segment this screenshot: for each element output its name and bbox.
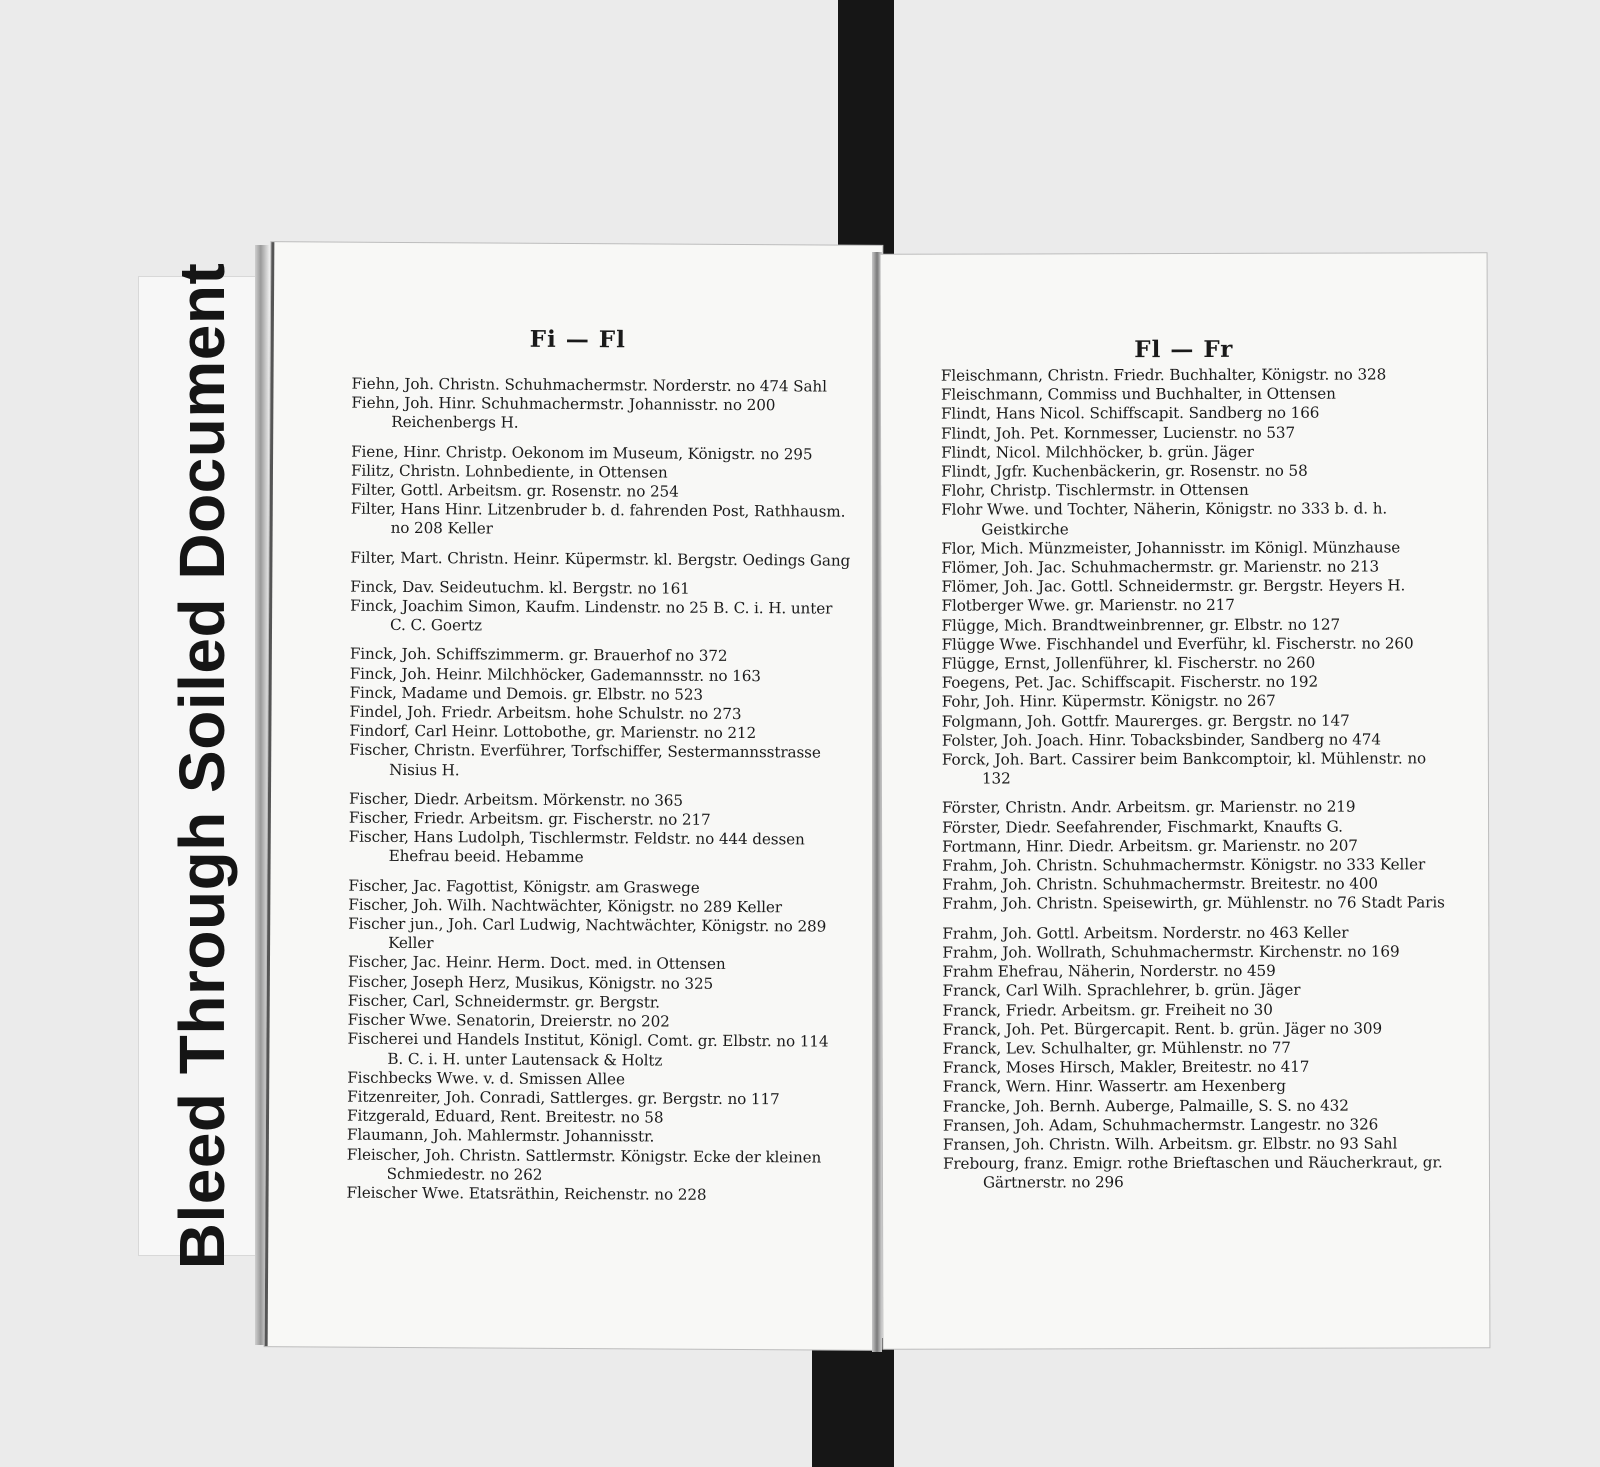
directory-entry: Folgmann, Joh. Gottfr. Maurerges. gr. Bergstr. no 147 [941, 711, 1350, 731]
directory-entry: Findorf, Carl Heinr. Lottobothe, gr. Marienstr. no 212 [349, 721, 757, 743]
directory-entry: Frahm Ehefrau, Näherin, Norderstr. no 459 [942, 961, 1276, 981]
directory-entry: Flügge, Mich. Brandtweinbrenner, gr. Elbstr. no 127 [941, 615, 1341, 635]
side-label [138, 262, 266, 1270]
directory-entry: Frahm, Joh. Christn. Speisewirth, gr. Mühlenstr. no 76 Stadt Paris [942, 893, 1445, 914]
directory-entry: Finck, Joh. Schiffszimmerm. gr. Brauerhof no 372 [349, 645, 728, 666]
directory-entry: Fiehn, Joh. Christn. Schuhmachermstr. Norderstr. no 474 Sahl [351, 374, 827, 396]
directory-entry: Fischerei und Handels Institut, Königl. Comt. gr. Elbstr. no 114 B. C. i. H. unter Lautensack & Holtz [347, 1029, 829, 1070]
directory-entry: Fleischer Wwe. Etatsräthin, Reichenstr. no 228 [346, 1183, 707, 1204]
directory-entry: Finck, Madame und Demois. gr. Elbstr. no 523 [349, 683, 704, 704]
directory-entry: Finck, Joachim Simon, Kaufm. Lindenstr. no 25 B. C. i. H. unter C. C. Goertz [350, 596, 833, 635]
directory-entry: Forck, Joh. Bart. Cassirer beim Bankcomptoir, kl. Mühlenstr. no 132 [941, 749, 1427, 788]
directory-entry: Frahm, Joh. Christn. Schuhmachermstr. Breitestr. no 400 [942, 874, 1378, 894]
directory-entry: Fortmann, Hinr. Diedr. Arbeitsm. gr. Marienstr. no 207 [942, 836, 1358, 856]
binding-strap-top [838, 0, 894, 262]
directory-entry: Flindt, Joh. Pet. Kornmesser, Lucienstr. no 537 [941, 423, 1296, 443]
right-page [881, 253, 1490, 1349]
directory-entry: Fitzenreiter, Joh. Conradi, Sattlerges. gr. Bergstr. no 117 [347, 1087, 780, 1109]
directory-entry: Fischer, Hans Ludolph, Tischlermstr. Feldstr. no 444 dessen Ehefrau beeid. Hebamme [348, 827, 805, 867]
right-page-header: Fl — Fr [1134, 335, 1234, 364]
directory-entry: Flindt, Nicol. Milchhöcker, b. grün. Jäger [941, 442, 1254, 462]
left-page-header: Fi — Fl [529, 325, 626, 354]
directory-entry: Fransen, Joh. Christn. Wilh. Arbeitsm. gr. Elbstr. no 93 Sahl [942, 1134, 1398, 1154]
directory-entry: Flaumann, Joh. Mahlermstr. Johannisstr. [346, 1125, 655, 1146]
directory-entry: Flotberger Wwe. gr. Marienstr. no 217 [941, 596, 1235, 616]
directory-entry: Frebourg, franz. Emigr. rothe Brieftaschen und Räucherkraut, gr. Gärtnerstr. no 296 [942, 1153, 1443, 1192]
directory-entry: Fleischmann, Commiss und Buchhalter, in Ottensen [940, 384, 1336, 404]
right-page-entries [941, 365, 1458, 1193]
directory-entry: Flindt, Jgfr. Kuchenbäckerin, gr. Rosenstr. no 58 [941, 461, 1308, 481]
directory-entry: Flohr, Christp. Tischlermstr. in Ottensen [941, 481, 1249, 500]
directory-entry: Flömer, Joh. Jac. Gottl. Schneidermstr. gr. Bergstr. Heyers H. [941, 576, 1406, 596]
directory-entry: Finck, Dav. Seideutuchm. kl. Bergstr. no 161 [350, 577, 690, 598]
left-page-entries [347, 375, 852, 1206]
directory-entry: Flindt, Hans Nicol. Schiffscapit. Sandberg no 166 [940, 404, 1320, 424]
directory-entry: Flügge Wwe. Fischhandel und Everführ, kl. Fischerstr. no 260 [941, 634, 1414, 654]
directory-entry: Franck, Moses Hirsch, Makler, Breitestr. no 417 [942, 1057, 1310, 1077]
directory-entry: Fitzgerald, Eduard, Rent. Breitestr. no 58 [346, 1106, 664, 1127]
directory-entry: Flügge, Ernst, Jollenführer, kl. Fischerstr. no 260 [941, 653, 1316, 673]
directory-entry: Findel, Joh. Friedr. Arbeitsm. hohe Schulstr. no 273 [349, 702, 742, 724]
directory-entry: Franck, Carl Wilh. Sprachlehrer, b. grün. Jäger [942, 980, 1301, 1000]
side-label-text: Bleed Through Soiled Document [166, 262, 238, 1270]
directory-entry: Fransen, Joh. Adam, Schuhmachermstr. Langestr. no 326 [942, 1115, 1379, 1135]
directory-entry: Frahm, Joh. Christn. Schuhmachermstr. Königstr. no 333 Keller [942, 855, 1426, 875]
directory-entry: Fiene, Hinr. Christp. Oekonom im Museum, Königstr. no 295 [351, 442, 813, 464]
directory-entry: Flömer, Joh. Jac. Schuhmachermstr. gr. Marienstr. no 213 [941, 557, 1380, 577]
directory-entry: Fleischmann, Christn. Friedr. Buchhalter, Königstr. no 328 [940, 365, 1387, 385]
directory-entry: Flohr Wwe. und Tochter, Näherin, Königstr. no 333 b. d. h. Geistkirche [941, 499, 1388, 539]
directory-entry: Filitz, Christn. Lohnbediente, in Ottensen [350, 461, 668, 482]
directory-entry: Fischer, Friedr. Arbeitsm. gr. Fischerstr. no 217 [348, 808, 711, 829]
directory-entry: Fiehn, Joh. Hinr. Schuhmachermstr. Johannisstr. no 200 Reichenbergs H. [351, 393, 776, 433]
directory-entry: Fischer, Jac. Heinr. Herm. Doct. med. in Ottensen [347, 953, 726, 974]
directory-entry: Flor, Mich. Münzmeister, Johannisstr. im Königl. Münzhause [941, 538, 1401, 558]
directory-entry: Franck, Lev. Schulhalter, gr. Mühlenstr. no 77 [942, 1038, 1291, 1058]
directory-entry: Foegens, Pet. Jac. Schiffscapit. Fischerstr. no 192 [941, 672, 1319, 692]
directory-entry: Filter, Hans Hinr. Litzenbruder b. d. fahrenden Post, Rathhausm. no 208 Keller [350, 499, 846, 538]
directory-entry: Folster, Joh. Joach. Hinr. Tobacksbinder, Sandberg no 474 [941, 730, 1381, 750]
directory-entry: Fohr, Joh. Hinr. Küpermstr. Königstr. no 267 [941, 692, 1276, 712]
directory-entry: Fischer, Diedr. Arbeitsm. Mörkenstr. no 365 [348, 789, 683, 810]
directory-entry: Fischer jun., Joh. Carl Ludwig, Nachtwächter, Königstr. no 289 Keller [348, 914, 827, 953]
directory-entry: Filter, Gottl. Arbeitsm. gr. Rosenstr. no 254 [350, 480, 679, 501]
directory-entry: Fischer, Joh. Wilh. Nachtwächter, Königstr. no 289 Keller [348, 895, 783, 917]
directory-entry: Förster, Diedr. Seefahrender, Fischmarkt, Knaufts G. [942, 817, 1343, 837]
directory-entry: Franck, Wern. Hinr. Wassertr. am Hexenberg [942, 1077, 1286, 1096]
directory-entry: Fischer, Christn. Everführer, Torfschiffer, Sestermannsstrasse Nisius H. [349, 741, 821, 779]
directory-entry: Fischer Wwe. Senatorin, Dreierstr. no 202 [347, 1010, 670, 1031]
directory-entry: Fleischer, Joh. Christn. Sattlermstr. Königstr. Ecke der kleinen Schmiedestr. no 262 [346, 1145, 822, 1184]
directory-entry: Frahm, Joh. Gottl. Arbeitsm. Norderstr. no 463 Keller [942, 923, 1349, 943]
directory-entry: Filter, Mart. Christn. Heinr. Küpermstr. kl. Bergstr. Oedings Gang [350, 548, 851, 570]
binding-strap-bottom [812, 1338, 894, 1467]
directory-entry: Fischbecks Wwe. v. d. Smissen Allee [347, 1068, 625, 1089]
directory-entry: Frahm, Joh. Wollrath, Schuhmachermstr. Kirchenstr. no 169 [942, 942, 1400, 962]
directory-entry: Fischer, Joseph Herz, Musikus, Königstr. no 325 [347, 972, 714, 993]
directory-entry: Franck, Joh. Pet. Bürgercapit. Rent. b. grün. Jäger no 309 [942, 1019, 1383, 1039]
directory-entry: Finck, Joh. Heinr. Milchhöcker, Gademannsstr. no 163 [349, 664, 761, 685]
left-page [265, 242, 883, 1350]
directory-entry: Francke, Joh. Bernh. Auberge, Palmaille, S. S. no 432 [942, 1096, 1349, 1116]
directory-entry: Fischer, Carl, Schneidermstr. gr. Bergstr. [347, 991, 661, 1012]
directory-entry: Förster, Christn. Andr. Arbeitsm. gr. Marienstr. no 219 [941, 798, 1356, 818]
directory-entry: Franck, Friedr. Arbeitsm. gr. Freiheit no 30 [942, 1000, 1273, 1020]
directory-entry: Fischer, Jac. Fagottist, Königstr. am Graswege [348, 876, 700, 897]
